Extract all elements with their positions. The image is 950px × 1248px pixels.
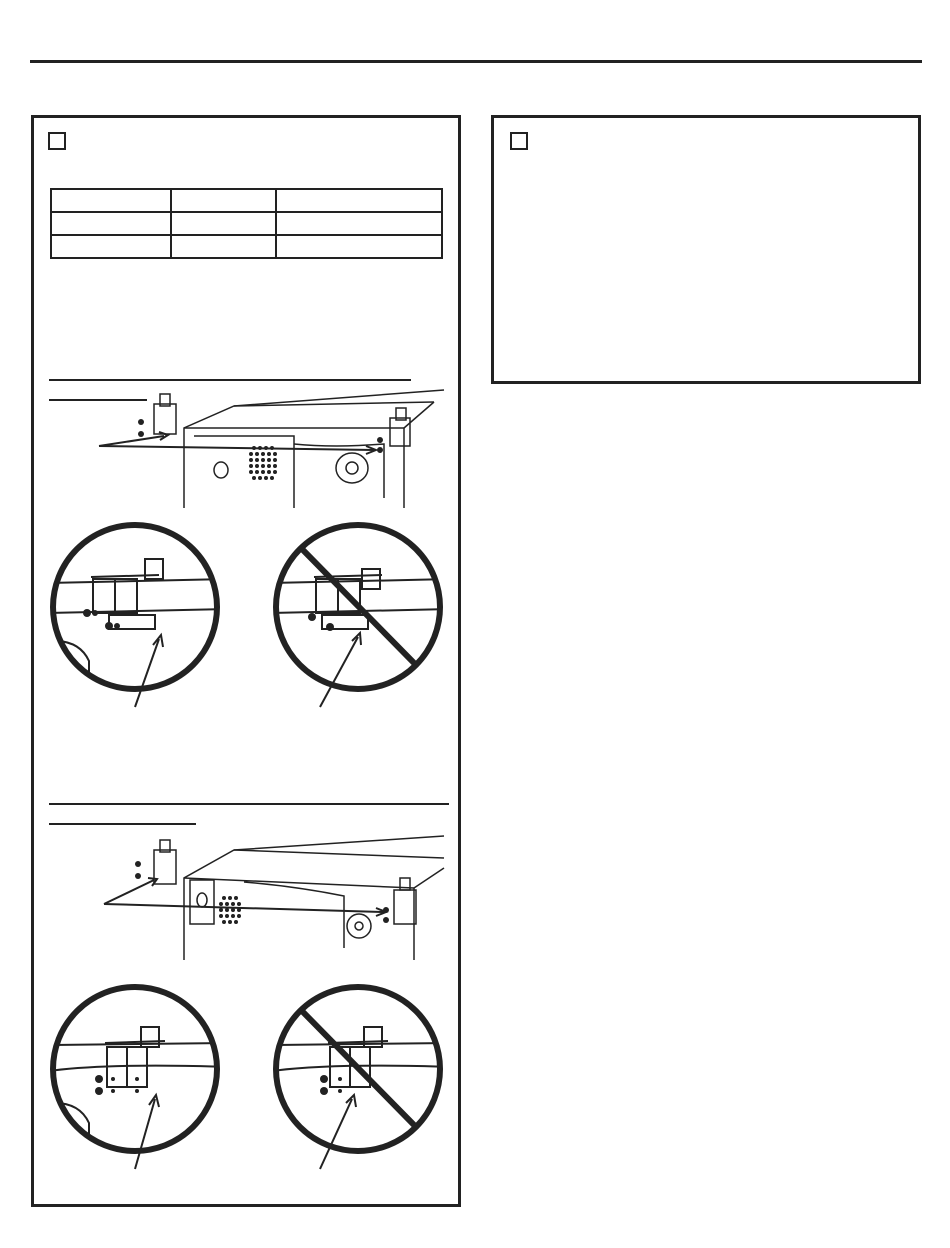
spec-table bbox=[50, 188, 443, 259]
zoom-view-correct-1 bbox=[49, 521, 249, 721]
table-row bbox=[51, 235, 442, 258]
right-instruction-panel bbox=[491, 115, 921, 384]
dryer-back-illustration-2 bbox=[94, 828, 444, 963]
table-cell bbox=[171, 212, 276, 235]
table-cell bbox=[51, 189, 171, 212]
section-2-underline bbox=[49, 823, 196, 825]
page-header-rule bbox=[30, 60, 922, 63]
section-2-rule bbox=[49, 803, 449, 805]
table-row bbox=[51, 212, 442, 235]
zoom-view-correct-2 bbox=[49, 983, 249, 1183]
zoom-view-incorrect-1 bbox=[272, 521, 472, 721]
table-cell bbox=[171, 235, 276, 258]
right-step-checkbox[interactable] bbox=[510, 132, 528, 150]
table-cell bbox=[276, 212, 442, 235]
table-cell bbox=[276, 189, 442, 212]
section-1-rule bbox=[49, 379, 411, 381]
table-cell bbox=[51, 212, 171, 235]
table-row bbox=[51, 189, 442, 212]
table-cell bbox=[276, 235, 442, 258]
table-cell bbox=[51, 235, 171, 258]
zoom-view-incorrect-2 bbox=[272, 983, 472, 1183]
left-step-checkbox[interactable] bbox=[48, 132, 66, 150]
table-cell bbox=[171, 189, 276, 212]
dryer-back-illustration-1 bbox=[94, 388, 444, 508]
left-instruction-panel bbox=[31, 115, 461, 1207]
